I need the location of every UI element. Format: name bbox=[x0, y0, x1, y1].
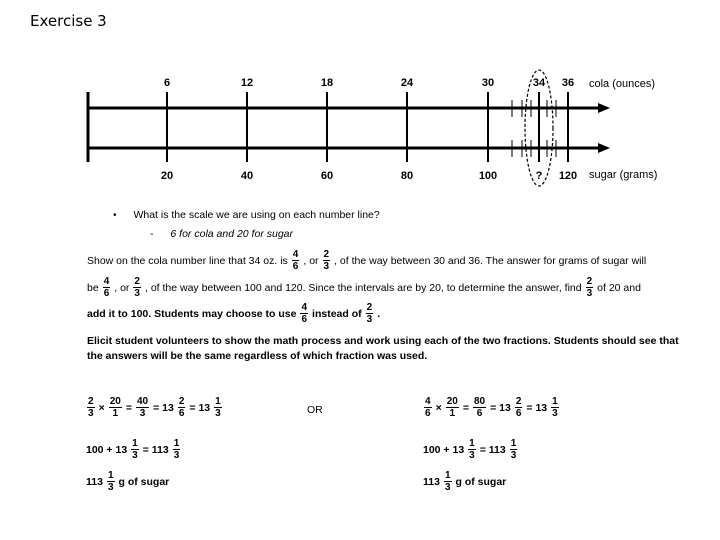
fraction: $\frac{1}{3}$ bbox=[132, 438, 138, 461]
cola-arrowhead bbox=[598, 103, 610, 113]
or-label: OR bbox=[307, 404, 323, 416]
eq-text: 100 + 13 bbox=[86, 443, 128, 456]
sugar-tick-label: 40 bbox=[240, 170, 254, 182]
number-line-diagram bbox=[0, 0, 720, 200]
fraction: $\frac{1}{3}$ bbox=[107, 470, 114, 493]
sugar-axis-label: sugar (grams) bbox=[589, 169, 658, 181]
cola-axis-label: cola (ounces) bbox=[589, 78, 656, 90]
fraction: $\frac{1}{3}$ bbox=[510, 438, 517, 461]
sugar-tick-label: 60 bbox=[320, 170, 334, 182]
eq-text: = 13 bbox=[490, 401, 511, 414]
eq-text: g of sugar bbox=[118, 475, 170, 488]
fraction: $\frac{80}{6}$ bbox=[473, 396, 486, 419]
eq-text: = 113 bbox=[142, 443, 169, 456]
eq-text: = bbox=[462, 401, 469, 414]
eq-text: = 13 bbox=[189, 401, 211, 414]
answer-dash: - bbox=[150, 228, 154, 240]
fraction: $\frac{1}{3}$ bbox=[469, 438, 475, 461]
eq-text: 100 + 13 bbox=[423, 443, 465, 456]
answer-row bbox=[150, 228, 293, 240]
eq-text: g of sugar bbox=[455, 475, 507, 488]
fraction: $\frac{20}{1}$ bbox=[109, 396, 121, 419]
answer-text: 6 for cola and 20 for sugar bbox=[170, 228, 293, 240]
page-title: Exercise 3 bbox=[30, 12, 107, 30]
left-equation-1 bbox=[86, 396, 223, 419]
paragraph1-line2 bbox=[87, 276, 641, 299]
cola-tick-label: 24 bbox=[400, 77, 414, 89]
eq-text: = 13 bbox=[153, 401, 174, 414]
fraction: $\frac{4}{6}$ bbox=[103, 276, 110, 299]
eq-text: × bbox=[98, 401, 105, 414]
paragraph1-line1 bbox=[87, 249, 646, 272]
fraction: $\frac{20}{1}$ bbox=[446, 396, 458, 419]
right-equation-1 bbox=[423, 396, 560, 419]
fraction: $\frac{2}{6}$ bbox=[515, 396, 522, 419]
p1-text: , or bbox=[303, 254, 319, 267]
fraction: $\frac{1}{3}$ bbox=[552, 396, 558, 419]
number-line-ticks bbox=[88, 77, 577, 182]
p1-text: be bbox=[87, 281, 99, 294]
fraction: $\frac{2}{3}$ bbox=[88, 396, 94, 419]
p1-text: , of the way between 100 and 120. Since the intervals are by 20, to determine the answer, find bbox=[144, 281, 582, 294]
fraction: $\frac{2}{3}$ bbox=[323, 249, 330, 272]
cola-tick-label: 18 bbox=[320, 77, 334, 89]
cola-tick-label: 34 bbox=[532, 77, 546, 89]
p1-text: instead of bbox=[312, 307, 362, 320]
cola-tick-label: 12 bbox=[240, 77, 254, 89]
eq-text: = 113 bbox=[479, 443, 506, 456]
eq-text: = bbox=[125, 401, 132, 414]
p1-text: , or bbox=[114, 281, 130, 294]
sugar-tick-label: 120 bbox=[558, 170, 578, 182]
left-equation-2 bbox=[86, 438, 181, 461]
bullet: • bbox=[113, 210, 117, 221]
cola-tick-label: 36 bbox=[561, 77, 575, 89]
question-row bbox=[113, 209, 380, 221]
fraction: $\frac{2}{3}$ bbox=[366, 302, 373, 325]
fraction: $\frac{2}{6}$ bbox=[178, 396, 185, 419]
p1-text: of 20 and bbox=[597, 281, 641, 294]
sugar-tick-label: 100 bbox=[478, 170, 498, 182]
fraction: $\frac{1}{3}$ bbox=[215, 396, 221, 419]
p1-text: . bbox=[377, 307, 381, 320]
fraction: $\frac{4}{6}$ bbox=[425, 396, 431, 419]
eq-text: 113 bbox=[423, 475, 440, 488]
fraction: $\frac{4}{6}$ bbox=[301, 302, 308, 325]
sugar-tick-label: ? bbox=[535, 170, 543, 182]
fraction: $\frac{2}{3}$ bbox=[586, 276, 593, 299]
right-equation-3 bbox=[423, 470, 506, 493]
p1-text: Show on the cola number line that 34 oz. is bbox=[87, 254, 288, 267]
eq-text: × bbox=[435, 401, 442, 414]
paragraph2-line2: the answers will be the same regardless of which fraction was used. bbox=[87, 350, 428, 362]
p1-text: , of the way between 30 and 36. The answer for grams of sugar will bbox=[334, 254, 647, 267]
fraction: $\frac{4}{6}$ bbox=[292, 249, 299, 272]
right-equation-2 bbox=[423, 438, 518, 461]
cola-tick-label: 6 bbox=[163, 77, 171, 89]
fraction: $\frac{40}{3}$ bbox=[136, 396, 149, 419]
cola-tick-label: 30 bbox=[481, 77, 495, 89]
sugar-arrowhead bbox=[598, 143, 610, 153]
question-text: What is the scale we are using on each number line? bbox=[133, 209, 380, 221]
paragraph2-line1: Elicit student volunteers to show the math process and work using each of the two fractions. Students should see that bbox=[87, 335, 679, 347]
sugar-tick-label: 20 bbox=[160, 170, 174, 182]
fraction: $\frac{1}{3}$ bbox=[173, 438, 180, 461]
fraction: $\frac{1}{3}$ bbox=[444, 470, 451, 493]
eq-text: = 13 bbox=[526, 401, 548, 414]
left-equation-3 bbox=[86, 470, 169, 493]
paragraph1-line3 bbox=[87, 302, 380, 325]
p1-text: add it to 100. Students may choose to use bbox=[87, 307, 297, 320]
fraction: $\frac{2}{3}$ bbox=[134, 276, 140, 299]
sugar-tick-label: 80 bbox=[400, 170, 414, 182]
eq-text: 113 bbox=[86, 475, 103, 488]
